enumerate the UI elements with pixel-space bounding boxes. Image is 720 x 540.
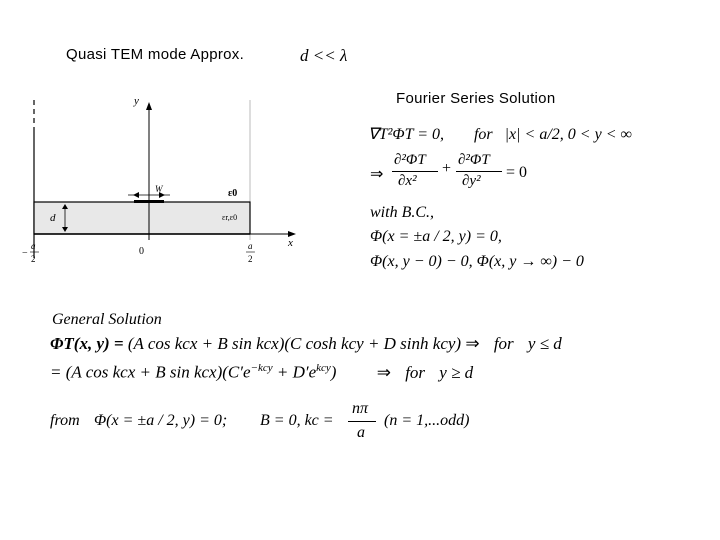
y-axis-arrow — [146, 102, 152, 110]
x-label: x — [288, 237, 293, 249]
general-solution-line2: = (A cos kcx + B $\sin kcx)(C'e^{-kcy} + D'e^{kcy})$ ⇒ for y ≥ d — [50, 362, 474, 382]
fourier-title: Fourier Series Solution — [396, 90, 556, 107]
from-line: from Φ(x = ±a / 2, y) = 0; B = 0, kc = nπ a (n = 1,...odd) — [50, 400, 470, 441]
boundary-condition-2: Φ(x, y − 0) − 0, Φ(x, y → ∞) − 0 — [370, 253, 584, 270]
right-tick-den: 2 — [248, 254, 253, 264]
left-tick-sign: − — [22, 248, 28, 259]
boundary-condition-1: Φ(x = ±a / 2, y) = 0, — [370, 228, 502, 245]
pde-expanded: ⇒ ∂²ΦT ∂x² + ∂²ΦT ∂y² = 0 — [370, 152, 528, 189]
d-label: d — [50, 212, 56, 224]
left-tick-num: a — [31, 241, 36, 251]
y-label: y — [134, 95, 139, 107]
eps-label: εr,ε0 — [222, 213, 238, 222]
laplace-equation: ∇T²ΦT = 0, for |x| < a/2, 0 < y < ∞ — [368, 126, 632, 143]
eps0-label: ε0 — [228, 188, 238, 199]
right-tick-num: a — [248, 241, 253, 251]
with-bc: with B.C., — [370, 204, 435, 221]
page-title: Quasi TEM mode Approx. — [66, 46, 245, 63]
general-solution-heading: General Solution — [52, 311, 162, 328]
microstrip-figure — [22, 90, 312, 270]
general-solution-line1: ΦT(x, y) = (A cos kcx + B sin kcx)(C cosh kcy + D sinh kcy) ⇒ for y ≤ d — [50, 334, 562, 353]
condition-text: d << λ — [300, 46, 348, 65]
left-tick-den: 2 — [31, 254, 36, 264]
w-label: W — [155, 184, 163, 194]
origin-label: 0 — [139, 246, 144, 257]
